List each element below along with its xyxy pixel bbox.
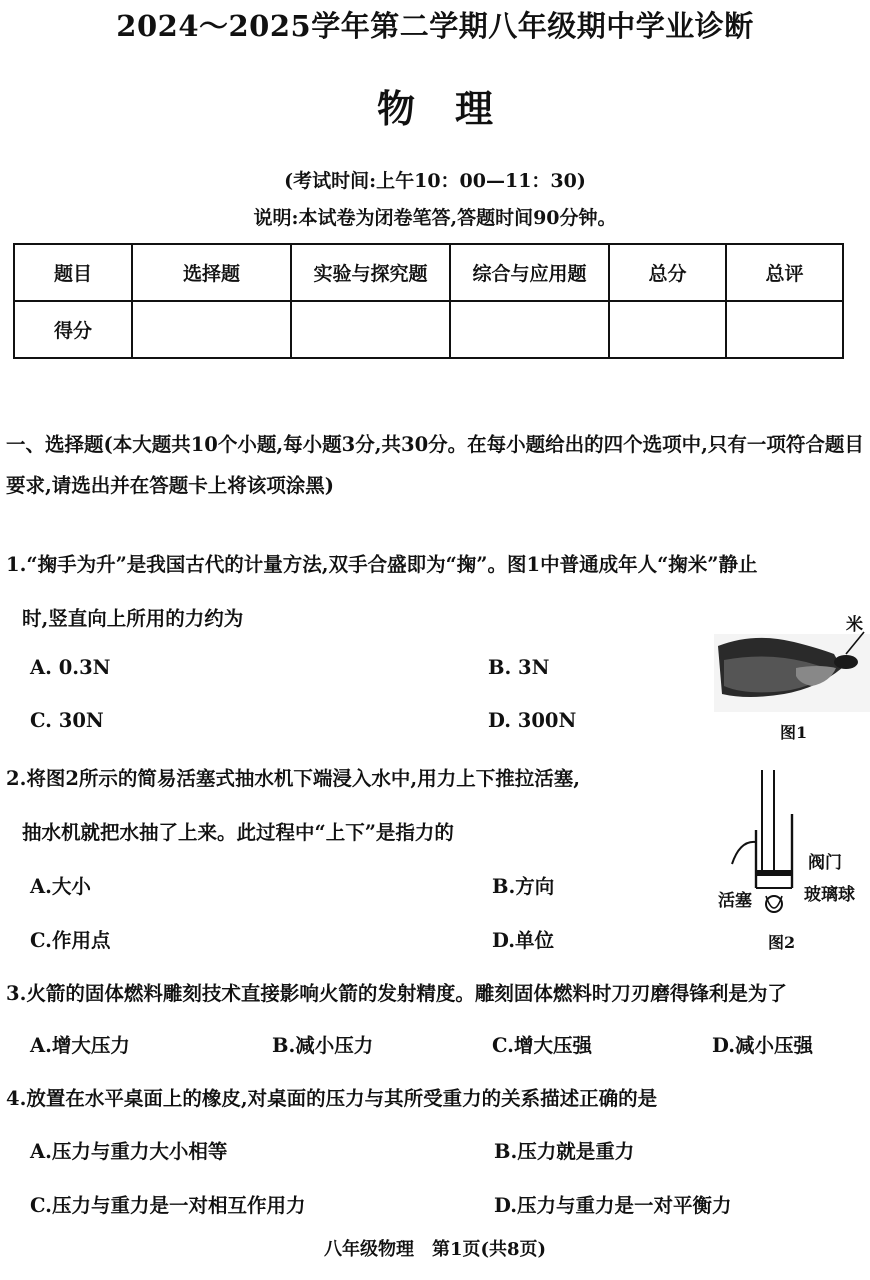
score-table bbox=[13, 243, 844, 359]
question-1-line-1: 1.“掬手为升”是我国古代的计量方法,双手合盛即为“掬”。图1中普通成年人“掬米”静止 bbox=[6, 553, 758, 576]
question-2-line-2: 抽水机就把水抽了上来。此过程中“上下”是指力的 bbox=[22, 821, 454, 844]
subject-title bbox=[0, 78, 870, 133]
score-header-cell: 总评 bbox=[726, 244, 843, 301]
question-2-line-1: 2.将图2所示的简易活塞式抽水机下端浸入水中,用力上下推拉活塞, bbox=[6, 767, 581, 790]
question-4-option-c[interactable]: C.压力与重力是一对相互作用力 bbox=[30, 1194, 306, 1217]
figure-2-label-valve: 阀门 bbox=[808, 853, 842, 873]
question-3-option-b[interactable]: B.减小压力 bbox=[272, 1034, 374, 1057]
score-cell-evaluation[interactable] bbox=[726, 301, 843, 358]
question-2-option-c[interactable]: C.作用点 bbox=[30, 929, 111, 952]
score-header-cell: 总分 bbox=[609, 244, 726, 301]
figure-1-label-rice: 米 bbox=[846, 615, 863, 635]
question-1-option-c[interactable]: C. 30N bbox=[30, 709, 104, 732]
score-cell-choice[interactable] bbox=[132, 301, 291, 358]
question-4-option-a[interactable]: A.压力与重力大小相等 bbox=[30, 1140, 228, 1163]
score-cell-total[interactable] bbox=[609, 301, 726, 358]
question-3-text: 3.火箭的固体燃料雕刻技术直接影响火箭的发射精度。雕刻固体燃料时刀刃磨得锋利是为了 bbox=[6, 982, 787, 1005]
score-header-cell: 综合与应用题 bbox=[450, 244, 609, 301]
exam-instruction: 说明:本试卷为闭卷笔答,答题时间90分钟。 bbox=[253, 207, 617, 229]
figure-2-label-piston: 活塞 bbox=[718, 891, 752, 911]
question-1-option-b[interactable]: B. 3N bbox=[488, 656, 550, 679]
score-table-header-row bbox=[14, 244, 843, 301]
score-cell-experiment[interactable] bbox=[291, 301, 450, 358]
question-1-option-d[interactable]: D. 300N bbox=[488, 709, 577, 732]
question-3-option-a[interactable]: A.增大压力 bbox=[30, 1034, 130, 1057]
score-table-score-row bbox=[14, 301, 843, 358]
score-header-cell: 选择题 bbox=[132, 244, 291, 301]
question-1-line-2: 时,竖直向上所用的力约为 bbox=[22, 607, 244, 630]
score-row-label: 得分 bbox=[14, 301, 132, 358]
question-3-option-d[interactable]: D.减小压强 bbox=[712, 1034, 814, 1057]
question-3-option-c[interactable]: C.增大压强 bbox=[492, 1034, 592, 1057]
figure-1-caption: 图1 bbox=[780, 723, 808, 742]
subject-char-2: 理 bbox=[455, 86, 494, 131]
subject-char-1: 物 bbox=[376, 86, 415, 131]
exam-title: 2024～2025学年第二学期八年级期中学业诊断 bbox=[116, 9, 754, 43]
question-1-option-a[interactable]: A. 0.3N bbox=[30, 656, 111, 679]
score-header-cell: 实验与探究题 bbox=[291, 244, 450, 301]
question-4-option-b[interactable]: B.压力就是重力 bbox=[494, 1140, 635, 1163]
figure-2-label-glass-ball: 玻璃球 bbox=[804, 885, 855, 905]
section-heading: 一、选择题(本大题共10个小题,每小题3分,共30分。在每小题给出的四个选项中,只有一项符合题目要求,请选出并在答题卡上将该项涂黑) bbox=[6, 433, 864, 497]
figure-2-caption: 图2 bbox=[768, 933, 796, 952]
page-footer: 八年级物理 第1页(共8页) bbox=[323, 1239, 547, 1260]
question-2-option-b[interactable]: B.方向 bbox=[492, 875, 555, 898]
score-header-cell: 题目 bbox=[14, 244, 132, 301]
question-4-option-d[interactable]: D.压力与重力是一对平衡力 bbox=[494, 1194, 732, 1217]
exam-time: (考试时间:上午10：00—11：30) bbox=[284, 170, 586, 192]
question-2-option-d[interactable]: D.单位 bbox=[492, 929, 555, 952]
score-cell-application[interactable] bbox=[450, 301, 609, 358]
question-4-text: 4.放置在水平桌面上的橡皮,对桌面的压力与其所受重力的关系描述正确的是 bbox=[6, 1087, 658, 1110]
question-2-option-a[interactable]: A.大小 bbox=[30, 875, 91, 898]
